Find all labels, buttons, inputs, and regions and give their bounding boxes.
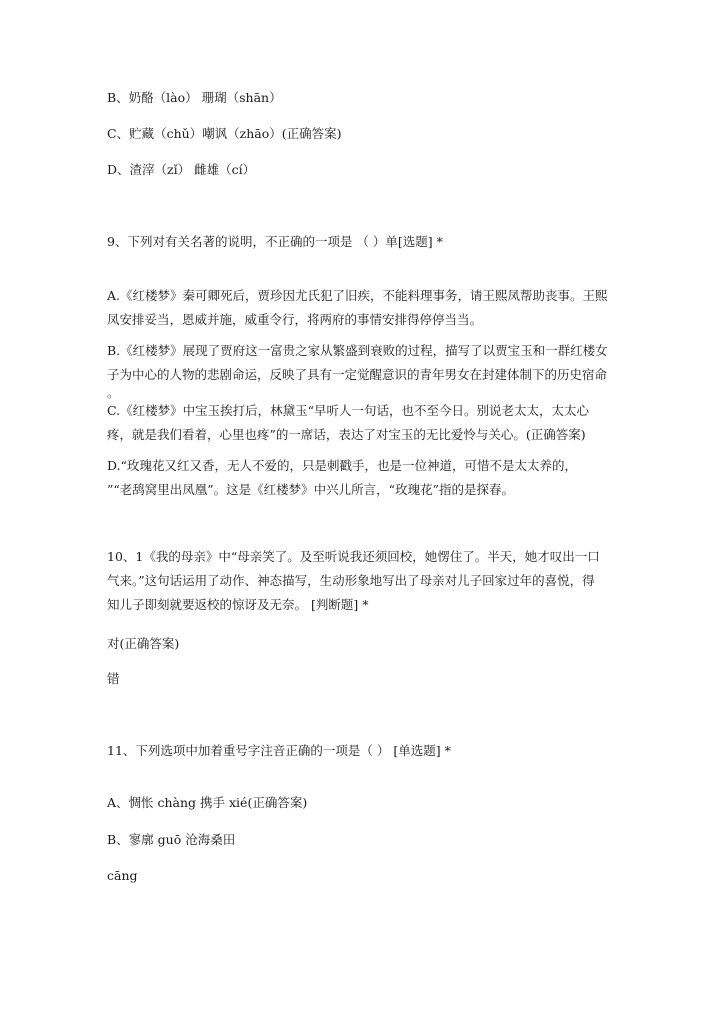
- q11-fragment: cāng: [107, 868, 138, 883]
- q11-option-b[interactable]: B、寥廓 guō 沧海桑田: [107, 832, 236, 847]
- q9-stem: 9、下列对有关名著的说明，不正确的一项是 （ ）单[选题] *: [107, 234, 443, 249]
- q10-stem-line-3: 知儿子即刻就要返校的惊讶及无奈。 [判断题] *: [107, 597, 369, 612]
- q9-option-d-line-2: ”“老鸹窝里出凤凰”。这是《红楼梦》中兴儿所言，“玫瑰花”指的是探春。: [107, 482, 514, 497]
- q8-option-b[interactable]: B、奶酪（lào） 珊瑚（shān）: [107, 90, 282, 105]
- q9-option-d-line-1: D.“玫瑰花又红又香，无人不爱的，只是刺戳手，也是一位神道，可惜不是太太养的，: [107, 458, 577, 473]
- q9-option-c-line-1: C.《红楼梦》中宝玉挨打后，林黛玉“早听人一句话，也不至今日。别说老太太，太太心: [107, 403, 589, 418]
- q8-option-d[interactable]: D、渣滓（zǐ） 雌雄（cí）: [107, 162, 256, 177]
- q9-option-a-line-1: A.《红楼梦》秦可卿死后，贾珍因尤氏犯了旧疾，不能料理事务，请王熙凤帮助丧事。王熙: [107, 288, 608, 303]
- q11-stem: 11、下列选项中加着重号字注音正确的一项是（ ） [单选题] *: [107, 743, 451, 758]
- q8-option-c[interactable]: C、贮藏（chǔ）嘲讽（zhāo）(正确答案): [107, 126, 342, 141]
- q10-stem-line-2: 气来。”这句话运用了动作、神态描写，生动形象地写出了母亲对儿子回家过年的喜悦，得: [107, 573, 595, 588]
- q9-option-a[interactable]: [107, 284, 622, 332]
- q9-option-c-line-2: 疼，就是我们看着，心里也疼”的一席话，表达了对宝玉的无比爱怜与关心。(正确答案): [107, 427, 586, 442]
- q11-option-a[interactable]: A、惆怅 chàng 携手 xié(正确答案): [107, 795, 308, 810]
- q9-option-b-line-1: B.《红楼梦》展现了贾府这一富贵之家从繁盛到衰败的过程，描写了以贾宝玉和一群红楼女: [107, 343, 608, 358]
- q10-stem-line-1: 10、1《我的母亲》中“母亲笑了。及至听说我还须回校，她愣住了。半天，她才叹出一口: [107, 549, 600, 564]
- q9-option-b[interactable]: [107, 339, 622, 399]
- q10-option-true[interactable]: 对(正确答案): [107, 636, 180, 651]
- q10-option-false[interactable]: 错: [107, 671, 120, 686]
- q9-option-c[interactable]: [107, 399, 622, 447]
- q10-stem: [107, 545, 622, 617]
- q9-option-b-line-3: 。: [107, 385, 120, 400]
- q9-option-a-line-2: 凤安排妥当，恩威并施，威重令行，将两府的事情安排得停停当当。: [107, 312, 483, 327]
- q9-option-b-line-2: 子为中心的人物的悲剧命运，反映了具有一定觉醒意识的青年男女在封建体制下的历史宿命: [107, 367, 608, 382]
- q9-option-d[interactable]: [107, 454, 622, 502]
